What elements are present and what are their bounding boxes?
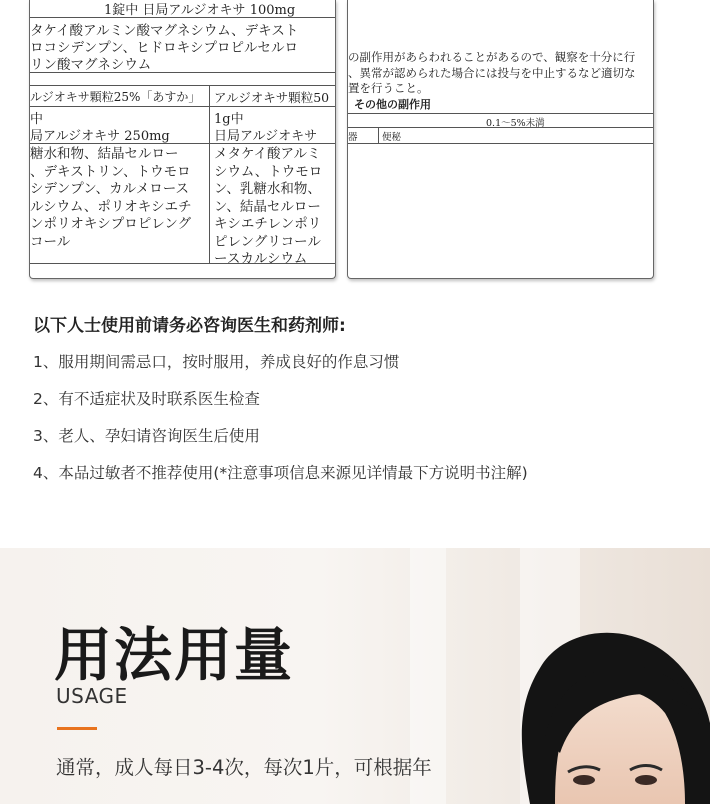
amount-line: 局アルジオキサ 250mg (30, 129, 170, 144)
excipient-line: シウム、トウモロ (214, 163, 323, 180)
usage-instructions: 通常，成人每日3-4次，每次1片，可根据年 (56, 756, 432, 779)
excipient-line: ルシウム、ポリオキシエチ (30, 198, 192, 215)
excipient-line: 、デキストリン、トウモロ (30, 163, 191, 180)
table-column-divider (209, 85, 210, 263)
excipients-column-a (30, 146, 192, 251)
excipient-line: リン酸マグネシウム (30, 57, 152, 73)
precautions-title: 以下人士使用前请务必咨询医生和药剂师: (33, 316, 346, 336)
table-divider (348, 127, 653, 128)
excipient-line: コール (30, 233, 71, 250)
frequency-header: 0.1～5%未満 (486, 118, 545, 129)
excipient-line: ン、結晶セルロー (214, 198, 321, 215)
woman-portrait-image (460, 548, 710, 804)
excipient-line: シデンプン、カルメロース (30, 181, 190, 197)
excipient-line: ン、乳糖水和物、 (214, 181, 321, 197)
table-divider (348, 143, 653, 144)
paragraph-line: 置を行うこと。 (348, 81, 429, 95)
package-insert-left (29, 0, 336, 279)
table-divider (30, 17, 335, 18)
precaution-item: 2、有不适症状及时联系医生检查 (33, 390, 260, 408)
excipient-line: タケイ酸アルミン酸マグネシウム、デキスト (30, 23, 299, 39)
adverse-effect-paragraph (348, 50, 636, 97)
product-header-b: アルジオキサ顆粒50 (214, 90, 330, 105)
excipient-line: メタケイ酸アルミ (214, 146, 321, 162)
ingredient-row: 1錠中 日局アルジオキサ 100mg (104, 3, 296, 18)
package-insert-right (347, 0, 654, 279)
amount-line: 中 (30, 112, 44, 127)
excipient-line: ロコシデンプン、ヒドロキシプロピルセルロ (30, 40, 298, 56)
table-divider (30, 263, 335, 264)
table-divider (30, 72, 335, 73)
usage-subtitle: USAGE (56, 684, 128, 708)
amount-line: 1g中 (214, 112, 244, 127)
organ-label: 器 (348, 132, 358, 143)
precaution-item: 4、本品过敏者不推荐使用(*注意事项信息来源见详情最下方说明书注解) (33, 464, 528, 482)
excipients-column-b (214, 146, 322, 269)
precaution-item: 1、服用期间需忌口，按时服用，养成良好的作息习惯 (33, 353, 400, 371)
amount-line: 日局アルジオキサ (214, 129, 318, 144)
table-divider (348, 113, 653, 114)
excipient-line: ンポリオキシプロピレング (30, 216, 192, 232)
accent-divider (57, 727, 97, 730)
excipient-line: 糖水和物、結晶セルロー (30, 146, 179, 162)
usage-title: 用法用量 (54, 621, 295, 689)
paragraph-line: 、異常が認められた場合には投与を中止するなど適切な (348, 65, 636, 80)
section-heading: その他の副作用 (354, 98, 431, 111)
table-divider (30, 85, 335, 86)
table-divider (30, 106, 335, 107)
paragraph-line: の副作用があらわれることがあるので、観察を十分に行 (348, 50, 636, 64)
product-header-a: ルジオキサ顆粒25%「あすか」 (30, 90, 201, 104)
excipient-line: キシエチレンポリ (214, 216, 322, 232)
excipient-line: ースカルシウム (214, 251, 308, 267)
excipient-line: ピレングリコール (214, 233, 321, 250)
side-effect-value: 便秘 (382, 132, 402, 143)
usage-banner (0, 548, 710, 804)
table-divider (30, 143, 335, 144)
table-column-divider (378, 127, 379, 143)
precaution-item: 3、老人、孕妇请咨询医生后使用 (33, 427, 260, 445)
